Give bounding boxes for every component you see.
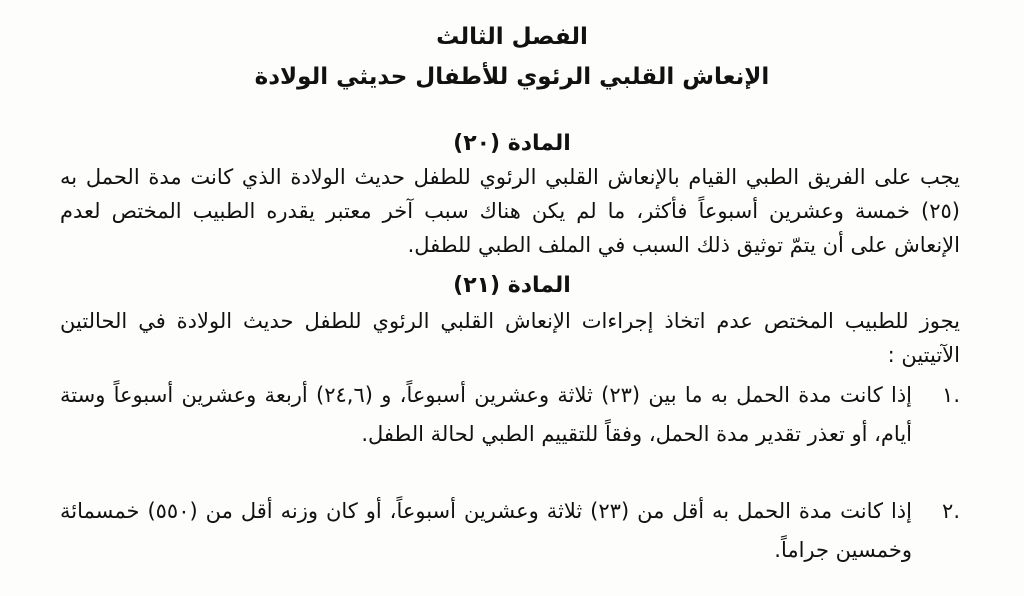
article-20-heading: المادة (٢٠) bbox=[453, 131, 571, 156]
list-item bbox=[60, 492, 960, 570]
article-21-heading: المادة (٢١) bbox=[453, 273, 571, 298]
list-item-number: .١ bbox=[942, 383, 960, 407]
article-20-text: يجب على الفريق الطبي القيام بالإنعاش القلبي الرئوي للطفل حديث الولادة الذي كانت مدة الحمل به (٢٥) خمسة وعشرين أسبوعاً فأكثر، ما لم يكن هناك سبب آخر معتبر يقدره الطبيب المختص لعدم الإنعاش على أن يتمّ توثيق ذلك السبب في الملف الطبي للطفل. bbox=[60, 165, 960, 257]
chapter-heading: الفصل الثالث bbox=[436, 24, 588, 50]
list-item-text: إذا كانت مدة الحمل به ما بين (٢٣) ثلاثة وعشرين أسبوعاً، و (٢٤,٦) أربعة وعشرين أسبوعاً وستة أيام، أو تعذر تقدير مدة الحمل، وفقاً للتقييم الطبي لحالة الطفل. bbox=[60, 383, 912, 446]
list-item-number: .٢ bbox=[942, 499, 960, 523]
list-item-text: إذا كانت مدة الحمل به أقل من (٢٣) ثلاثة وعشرين أسبوعاً، أو كان وزنه أقل من (٥٥٠) خمسمائة وخمسين جراماً. bbox=[60, 499, 912, 562]
list-item bbox=[60, 376, 960, 454]
article-21-intro: يجوز للطبيب المختص عدم اتخاذ إجراءات الإنعاش القلبي الرئوي للطفل حديث الولادة في الحالتين الآتيتين : bbox=[60, 309, 960, 367]
chapter-title: الإنعاش القلبي الرئوي للأطفال حديثي الولادة bbox=[254, 64, 770, 90]
